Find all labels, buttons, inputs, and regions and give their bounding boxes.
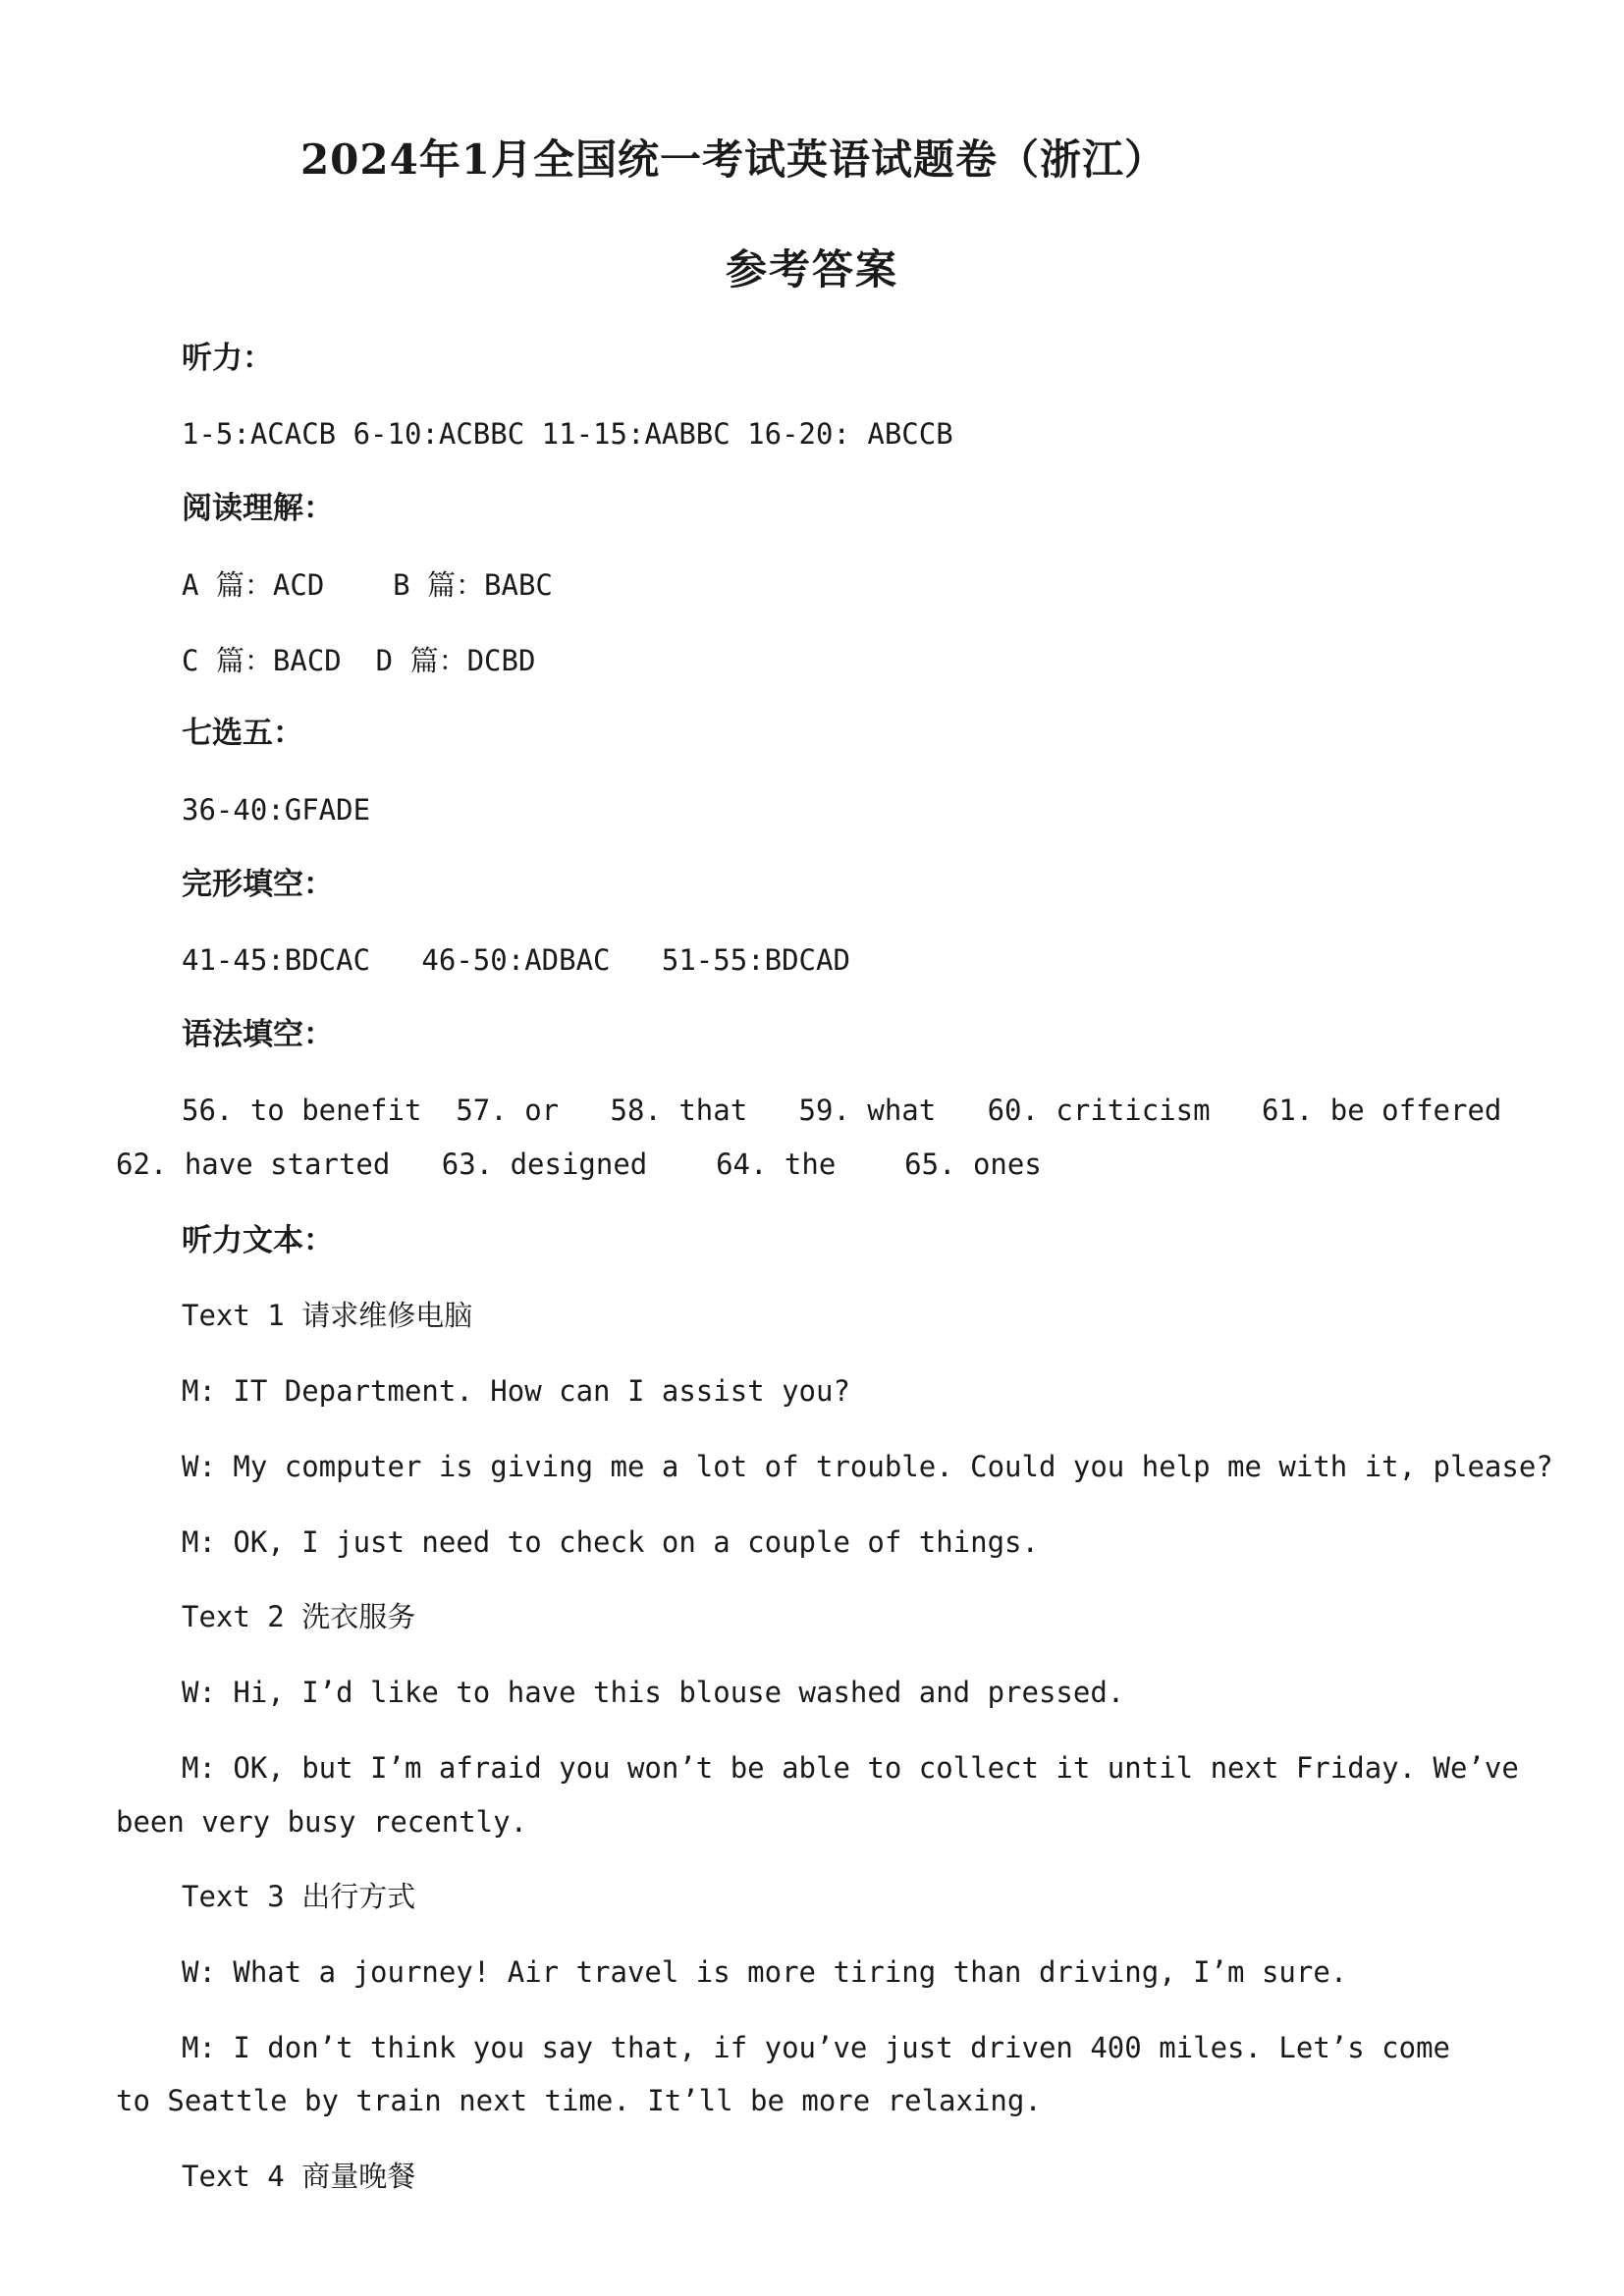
seven-choose-five-answers: 36-40:GFADE xyxy=(182,793,371,827)
reading-answers-ab: A 篇：ACD B 篇：BABC xyxy=(182,568,553,602)
text-3-line-2: M: I don’t think you say that, if you’ve just driven 400 miles. Let’s come xyxy=(182,2031,1451,2064)
listening-heading: 听力： xyxy=(182,341,273,376)
grammar-heading: 语法填空： xyxy=(182,1017,334,1052)
document-subtitle: 参考答案 xyxy=(725,245,898,294)
text-3-line-1: W: What a journey! Air travel is more tiring than driving, I’m sure. xyxy=(182,1955,1348,1989)
text-1-line-3: M: OK, I just need to check on a couple of things. xyxy=(182,1525,1039,1559)
cloze-heading: 完形填空： xyxy=(182,867,334,902)
text-4-title: Text 4 商量晚餐 xyxy=(182,2160,416,2193)
text-2-line-1: W: Hi, I’d like to have this blouse washed and pressed. xyxy=(182,1676,1125,1709)
cloze-answers: 41-45:BDCAC 46-50:ADBAC 51-55:BDCAD xyxy=(182,943,850,977)
text-2-title: Text 2 洗衣服务 xyxy=(182,1600,416,1633)
text-1-title: Text 1 请求维修电脑 xyxy=(182,1299,473,1332)
text-1-line-2: W: My computer is giving me a lot of trouble. Could you help me with it, please? xyxy=(182,1450,1553,1483)
text-3-title: Text 3 出行方式 xyxy=(182,1880,416,1913)
listening-script-heading: 听力文本： xyxy=(182,1223,334,1258)
grammar-answers-line-1: 56. to benefit 57. or 58. that 59. what 60. criticism 61. be offered xyxy=(182,1094,1502,1127)
text-2-line-2: M: OK, but I’m afraid you won’t be able to collect it until next Friday. We’ve xyxy=(182,1751,1519,1785)
text-3-line-2-continued: to Seattle by train next time. It’ll be more relaxing. xyxy=(116,2084,1042,2117)
listening-answers: 1-5:ACACB 6-10:ACBBC 11-15:AABBC 16-20: ABCCB xyxy=(182,417,953,451)
text-2-line-2-continued: been very busy recently. xyxy=(116,1805,528,1839)
document-title: 2024年1月全国统一考试英语试题卷（浙江） xyxy=(299,135,1167,184)
text-1-line-1: M: IT Department. How can I assist you? xyxy=(182,1374,850,1408)
grammar-answers-line-2: 62. have started 63. designed 64. the 65. ones xyxy=(116,1148,1042,1181)
reading-heading: 阅读理解： xyxy=(182,491,334,526)
reading-answers-cd: C 篇：BACD D 篇：DCBD xyxy=(182,644,536,677)
seven-choose-five-heading: 七选五： xyxy=(182,716,303,751)
